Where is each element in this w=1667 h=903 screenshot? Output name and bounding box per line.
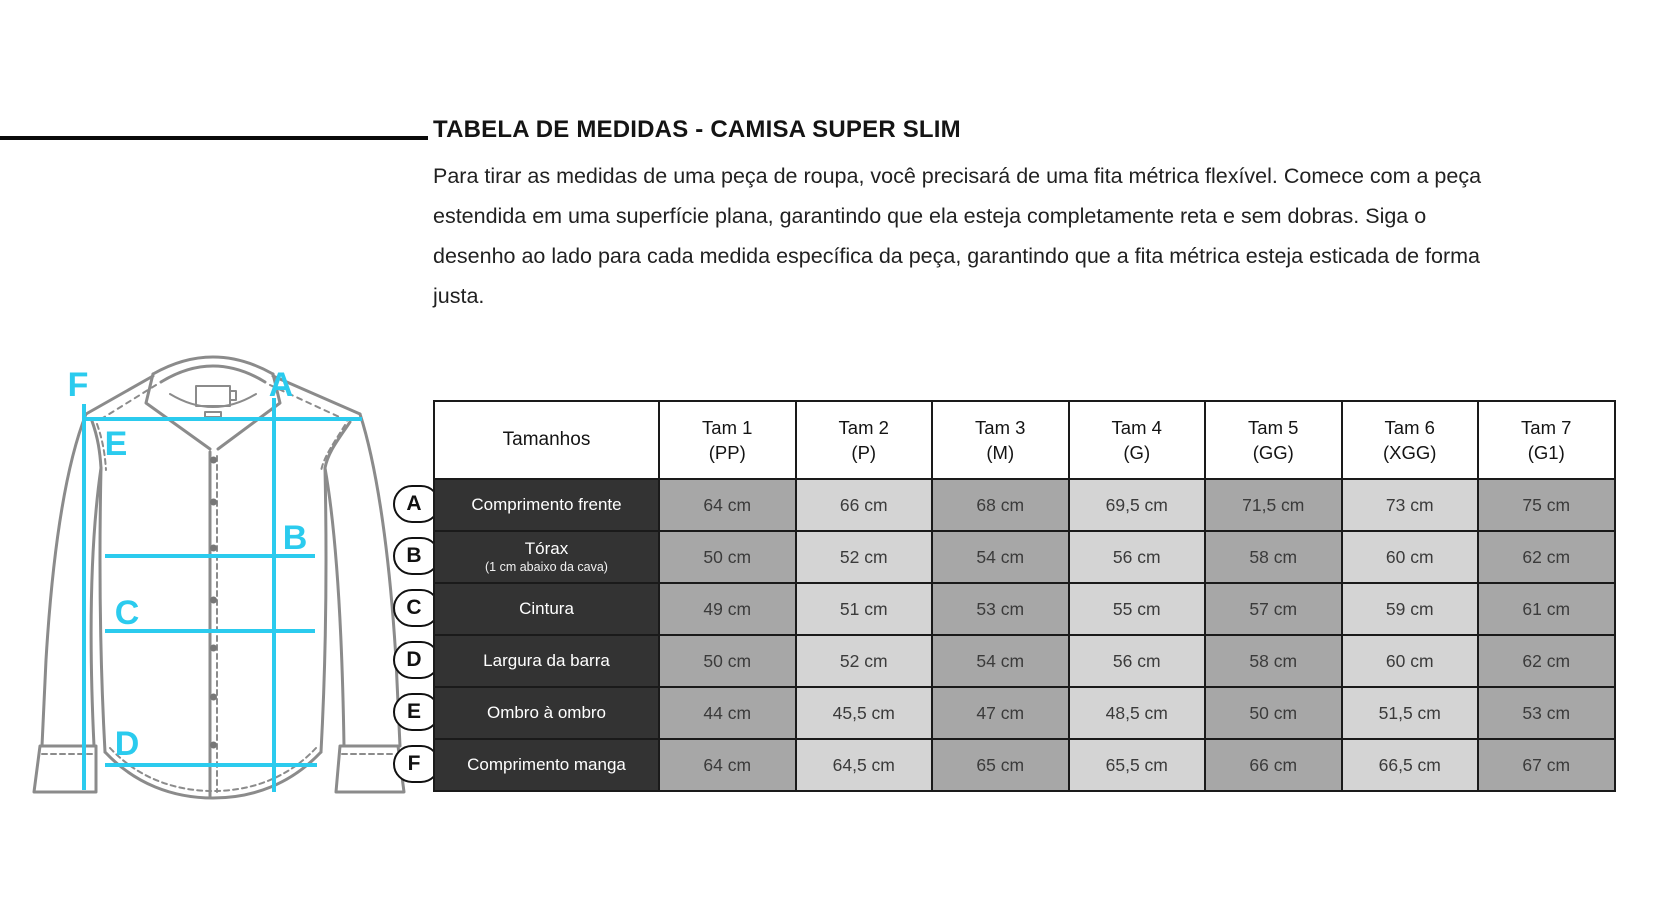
value-cell: 48,5 cm <box>1069 687 1206 739</box>
marker-letter-E: E <box>104 425 128 463</box>
value-cell: 53 cm <box>1478 687 1615 739</box>
row-marker-F: F <box>393 745 440 783</box>
row-marker-D: D <box>393 641 440 679</box>
value-cell: 71,5 cm <box>1205 479 1342 531</box>
value-cell: 62 cm <box>1478 531 1615 583</box>
value-cell: 56 cm <box>1069 635 1206 687</box>
marker-letter-D: D <box>114 725 140 763</box>
value-cell: 68 cm <box>932 479 1069 531</box>
value-cell: 51 cm <box>796 583 933 635</box>
value-cell: 60 cm <box>1342 635 1479 687</box>
value-cell: 64 cm <box>659 479 796 531</box>
value-cell: 58 cm <box>1205 531 1342 583</box>
measure-label-cell: Ombro à ombro <box>434 687 659 739</box>
value-cell: 61 cm <box>1478 583 1615 635</box>
value-cell: 66,5 cm <box>1342 739 1479 791</box>
size-column-header-6: Tam 6 (XGG) <box>1342 401 1479 479</box>
table-row <box>434 739 1615 791</box>
measure-label-cell: Comprimento frente <box>434 479 659 531</box>
size-column-header-1: Tam 1 (PP) <box>659 401 796 479</box>
table-row <box>434 687 1615 739</box>
value-cell: 73 cm <box>1342 479 1479 531</box>
size-column-header-4: Tam 4 (G) <box>1069 401 1206 479</box>
intro-paragraph: Para tirar as medidas de uma peça de roupa, você precisará de uma fita métrica flexível. Comece com a peça estendida em uma superfície plana, garantindo que ela esteja completamente reta e sem dobras. Siga o desenho ao lado para cada medida específica da peça, garantindo que a fita métrica esteja esticada de forma justa. <box>433 164 1482 308</box>
marker-letter-A: A <box>268 366 294 404</box>
value-cell: 56 cm <box>1069 531 1206 583</box>
shirt-measurement-diagram <box>0 330 420 810</box>
value-cell: 54 cm <box>932 531 1069 583</box>
marker-letter-B: B <box>282 519 308 557</box>
value-cell: 69,5 cm <box>1069 479 1206 531</box>
value-cell: 50 cm <box>1205 687 1342 739</box>
value-cell: 57 cm <box>1205 583 1342 635</box>
value-cell: 58 cm <box>1205 635 1342 687</box>
value-cell: 55 cm <box>1069 583 1206 635</box>
value-cell: 75 cm <box>1478 479 1615 531</box>
value-cell: 44 cm <box>659 687 796 739</box>
page-title: TABELA DE MEDIDAS - CAMISA SUPER SLIM <box>433 116 961 143</box>
value-cell: 67 cm <box>1478 739 1615 791</box>
value-cell: 53 cm <box>932 583 1069 635</box>
measure-label-cell: Largura da barra <box>434 635 659 687</box>
value-cell: 64 cm <box>659 739 796 791</box>
value-cell: 62 cm <box>1478 635 1615 687</box>
measure-label-cell: Cintura <box>434 583 659 635</box>
size-table-wrap <box>433 400 1616 792</box>
marker-letter-C: C <box>114 594 140 632</box>
marker-letter-F: F <box>67 366 89 404</box>
value-cell: 64,5 cm <box>796 739 933 791</box>
value-cell: 54 cm <box>932 635 1069 687</box>
size-column-header-7: Tam 7 (G1) <box>1478 401 1615 479</box>
value-cell: 52 cm <box>796 635 933 687</box>
value-cell: 45,5 cm <box>796 687 933 739</box>
value-cell: 66 cm <box>1205 739 1342 791</box>
value-cell: 60 cm <box>1342 531 1479 583</box>
row-marker-B: B <box>393 537 440 575</box>
table-row <box>434 479 1615 531</box>
size-column-header-3: Tam 3 (M) <box>932 401 1069 479</box>
value-cell: 49 cm <box>659 583 796 635</box>
row-marker-C: C <box>393 589 440 627</box>
value-cell: 66 cm <box>796 479 933 531</box>
table-header-row <box>434 401 1615 479</box>
measure-label-cell: Comprimento manga <box>434 739 659 791</box>
table-row <box>434 531 1615 583</box>
value-cell: 52 cm <box>796 531 933 583</box>
size-column-header-2: Tam 2 (P) <box>796 401 933 479</box>
top-divider-line <box>0 136 428 140</box>
size-table <box>433 400 1616 792</box>
value-cell: 50 cm <box>659 635 796 687</box>
value-cell: 59 cm <box>1342 583 1479 635</box>
table-corner-header: Tamanhos <box>434 401 659 479</box>
measure-label-cell: Tórax (1 cm abaixo da cava) <box>434 531 659 583</box>
value-cell: 50 cm <box>659 531 796 583</box>
table-row <box>434 635 1615 687</box>
table-row <box>434 583 1615 635</box>
row-marker-E: E <box>393 693 440 731</box>
size-column-header-5: Tam 5 (GG) <box>1205 401 1342 479</box>
value-cell: 47 cm <box>932 687 1069 739</box>
value-cell: 65 cm <box>932 739 1069 791</box>
shirt-line-art <box>34 357 404 798</box>
row-marker-A: A <box>393 485 440 523</box>
value-cell: 51,5 cm <box>1342 687 1479 739</box>
value-cell: 65,5 cm <box>1069 739 1206 791</box>
